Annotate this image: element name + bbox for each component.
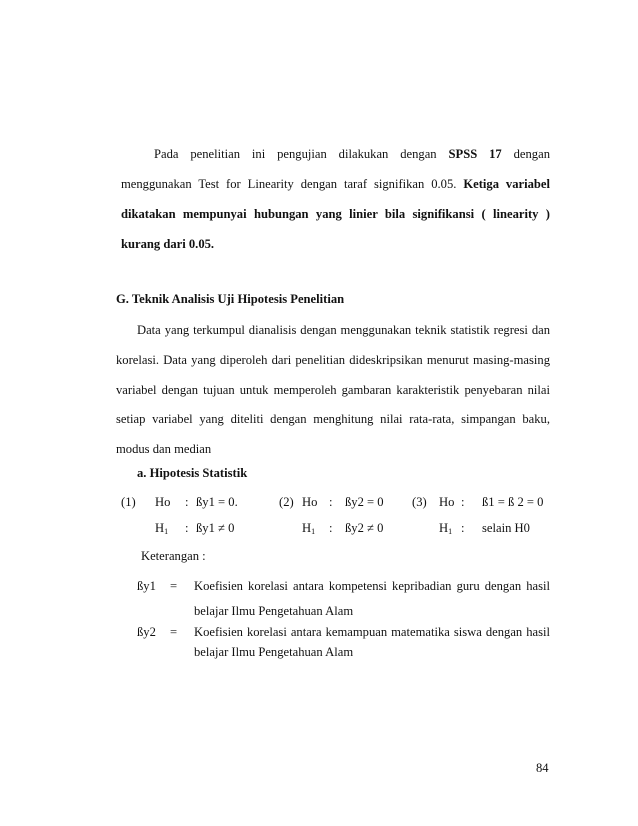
hypothesis-2-h1-value: ßy2 ≠ 0 [345, 521, 384, 535]
definition-1-line-1 [194, 578, 550, 594]
definition-1-line-2: belajar Ilmu Pengetahuan Alam [194, 604, 354, 618]
paragraph-text: variabel dengan tujuan untuk memperoleh gambaran karakteristik penyebaran nilai [116, 383, 550, 397]
intro-bold-text: Ketiga variabel [463, 177, 550, 191]
hypothesis-2-h1-label [302, 520, 315, 536]
section-paragraph-line [137, 322, 550, 338]
definition-text: Koefisien korelasi antara kompetensi kepribadian guru dengan hasil [194, 579, 550, 593]
section-paragraph-line [116, 352, 550, 368]
hypothesis-1-ho-colon: : [185, 495, 189, 509]
definition-text: Koefisien korelasi antara kemampuan matematika siswa dengan hasil [194, 625, 550, 639]
hypothesis-number-2: (2) [279, 495, 294, 509]
hypothesis-3-ho-label: Ho [439, 495, 455, 509]
equals-sign-2: = [170, 625, 178, 639]
hypothesis-2-ho-label: Ho [302, 495, 318, 509]
hypothesis-1-h1-colon: : [185, 521, 189, 535]
hypothesis-2-h1-colon: : [329, 521, 333, 535]
page-number: 84 [536, 761, 549, 775]
intro-line-4 [121, 236, 214, 252]
intro-text: menggunakan Test for Linearity dengan taraf signifikan 0.05. [121, 177, 457, 191]
hypothesis-2-ho-value: ßy2 = 0 [345, 495, 384, 509]
paragraph-text: Data yang terkumpul dianalisis dengan menggunakan teknik statistik regresi dan [137, 323, 550, 337]
h1-subscript: 1 [164, 527, 169, 536]
hypothesis-3-h1-label [439, 520, 452, 536]
intro-bold-text: kurang dari 0.05. [121, 237, 215, 251]
intro-bold-text: dikatakan mempunyai hubungan yang linier bila signifikansi ( linearity ) [121, 207, 550, 221]
h1-subscript: 1 [448, 527, 453, 536]
paragraph-text: modus dan median [116, 442, 212, 456]
section-paragraph-line [116, 411, 550, 427]
hypothesis-number-3: (3) [412, 495, 427, 509]
keterangan-label: Keterangan : [141, 549, 206, 563]
spss-label: SPSS 17 [448, 147, 502, 161]
symbol-beta-y1: ßy1 [137, 579, 156, 593]
intro-text: dengan [513, 147, 550, 161]
hypothesis-2-ho-colon: : [329, 495, 333, 509]
hypothesis-number-1: (1) [121, 495, 136, 509]
h1-letter: H [155, 521, 165, 535]
section-paragraph-line [116, 441, 211, 457]
intro-text: Pada penelitian ini pengujian dilakukan dengan [154, 147, 437, 161]
h1-subscript: 1 [311, 527, 316, 536]
subheading-text: a. Hipotesis Statistik [137, 466, 248, 480]
hypothesis-3-ho-value: ß1 = ß 2 = 0 [482, 495, 544, 509]
paragraph-text: korelasi. Data yang diperoleh dari penelitian dideskripsikan menurut masing-masing [116, 353, 550, 367]
paragraph-text: setiap variabel yang diteliti dengan menghitung nilai rata-rata, simpangan baku, [116, 412, 550, 426]
hypothesis-1-ho-value: ßy1 = 0. [196, 495, 238, 509]
h1-letter: H [439, 521, 449, 535]
symbol-beta-y2: ßy2 [137, 625, 156, 639]
equals-sign-1: = [170, 579, 178, 593]
section-heading [116, 291, 344, 307]
definition-2-line-2: belajar Ilmu Pengetahuan Alam [194, 645, 354, 659]
hypothesis-3-ho-colon: : [461, 495, 465, 509]
hypothesis-3-h1-value: selain H0 [482, 521, 530, 535]
section-heading-text: G. Teknik Analisis Uji Hipotesis Penelitian [116, 292, 345, 306]
hypothesis-1-ho-label: Ho [155, 495, 171, 509]
h1-letter: H [302, 521, 312, 535]
hypothesis-1-h1-label [155, 520, 168, 536]
section-paragraph-line [116, 382, 550, 398]
definition-2-line-1 [194, 624, 550, 640]
subheading-hipotesis-statistik [137, 465, 247, 481]
intro-line-1 [154, 146, 550, 162]
intro-line-3 [121, 206, 550, 222]
hypothesis-3-h1-colon: : [461, 521, 465, 535]
intro-line-2 [121, 176, 550, 192]
hypothesis-1-h1-value: ßy1 ≠ 0 [196, 521, 235, 535]
